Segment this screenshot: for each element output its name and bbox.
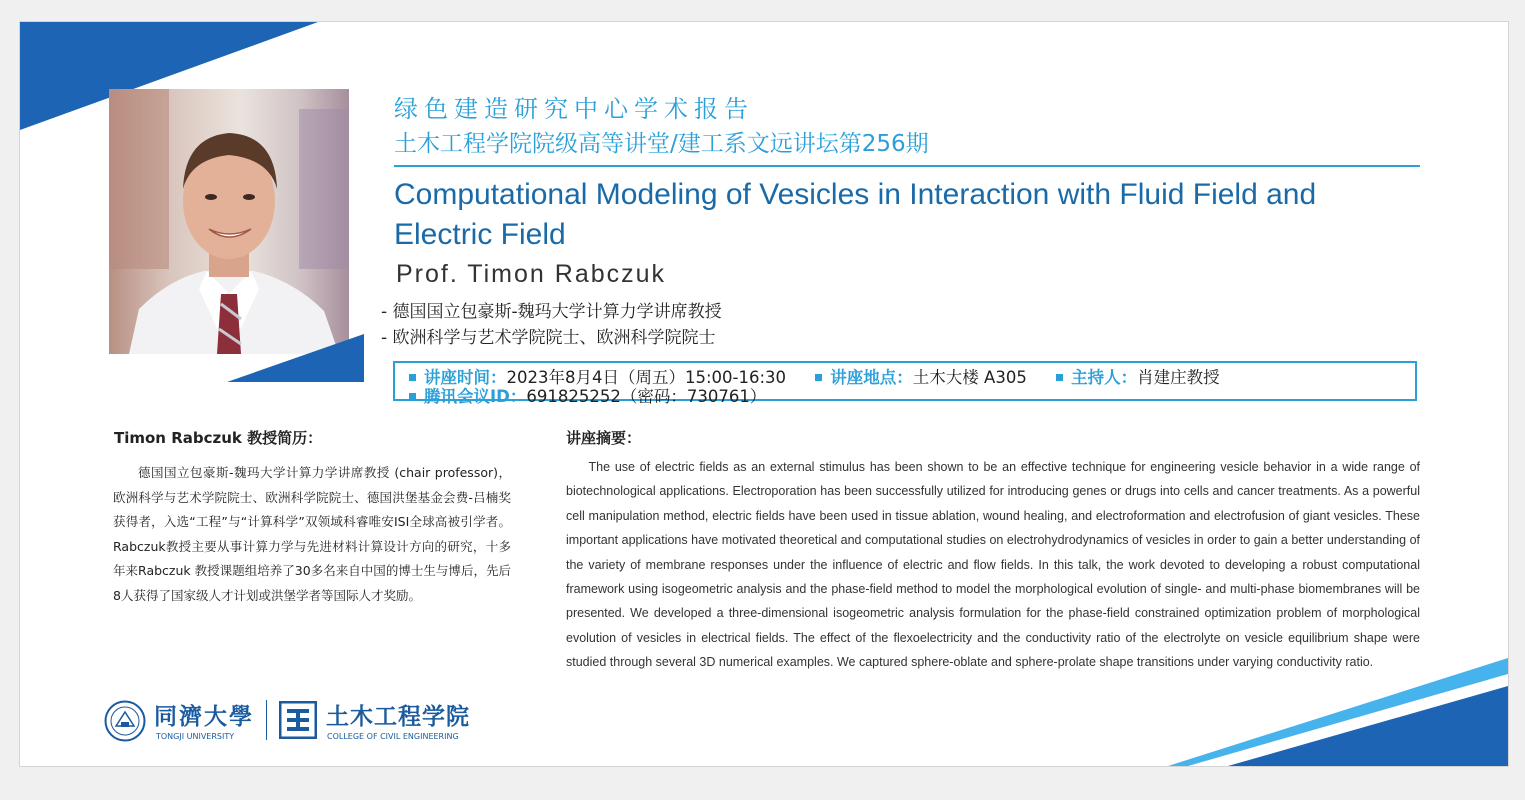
center-title: 绿色建造研究中心学术报告 bbox=[394, 95, 754, 123]
lecture-host-value: 肖建庄教授 bbox=[1137, 368, 1220, 387]
meeting-id-value: 691825252（密码：730761） bbox=[526, 387, 767, 406]
college-emblem-icon bbox=[279, 701, 317, 739]
bio-text: 德国国立包豪斯-魏玛大学计算力学讲席教授 (chair professor)，欧洲科学与艺术学院院士、欧洲科学院院士、德国洪堡基金会费-吕楠奖获得者，入选“工程”与“计算科学”双领域科睿唯安ISI全球高被引学者。Rabczuk教授主要从事计算力学与先进材料计算设计方向的研究，十多年来Rabczuk 教授课题组培养了30多名来自中国的博士生与博后，先后8人获得了国家级人才计划或洪堡学者等国际人才奖励。 bbox=[113, 465, 511, 603]
bullet-square-icon bbox=[409, 374, 416, 381]
college-logo-text: 土木工程学院 bbox=[326, 703, 470, 730]
tongji-logo-english: TONGJI UNIVERSITY bbox=[156, 732, 235, 741]
lecture-info-box bbox=[393, 361, 1417, 406]
bio-heading: Timon Rabczuk 教授简历： bbox=[114, 429, 323, 447]
lecture-place-label: 讲座地点： bbox=[830, 368, 913, 387]
abstract-text: The use of electric fields as an external stimulus has been shown to be an effective technique for engineering vesicle behavior in a wide range of biotechnological applications. Electroporation has been successfully utilized for introducing genes or drugs into cells and cancer treatments. As a powerful cell manipulation method, electric fields have been used in tissue ablation, wound healing, and electroformation and electrofusion of giant vesicles. These important applications have motivated theoretical and computational studies on electrohydrodynamics of vesicles in order to gain a better understanding of the variety of membrane responses under the influence of electric and flow fields. In this talk, the work devoted to developing a robust computational framework using isogeometric analysis and the phase-field method to model the morphological evolution of single- and multi-phase biomembranes will be presented. We developed a three-dimensional isogeometric analysis formulation for the phase-field constrained optimization problem of morphological evolution of vesicles in electrical fields. The effect of the flexoelectricity and the conductivity ratio of the electrolyte on vesicle equilibrium shape were studied through several 3D numerical examples. We captured sphere-oblate and sphere-prolate shape transitions under varying conductivity ratio. bbox=[566, 460, 1420, 670]
talk-title: Computational Modeling of Vesicles in Interaction with Fluid Field and Electric Field bbox=[394, 178, 1317, 251]
meeting-id-label: 腾讯会议ID： bbox=[424, 387, 527, 406]
lecture-host bbox=[1056, 364, 1220, 388]
speaker-photo bbox=[109, 89, 349, 354]
lecture-host-label: 主持人： bbox=[1071, 368, 1138, 387]
title-divider bbox=[394, 165, 1420, 167]
speaker-affiliation-1: - 德国国立包豪斯-魏玛大学计算力学讲席教授 bbox=[381, 302, 722, 322]
tongji-logo-text: 同濟大學 bbox=[154, 703, 254, 730]
bullet-square-icon bbox=[1056, 374, 1063, 381]
speaker-name: Prof. Timon Rabczuk bbox=[396, 260, 667, 288]
bullet-square-icon bbox=[815, 374, 822, 381]
institution-logos bbox=[104, 698, 474, 744]
poster bbox=[19, 21, 1509, 767]
tongji-seal-icon bbox=[104, 700, 146, 742]
speaker-affiliation-2: - 欧洲科学与艺术学院院士、欧洲科学院院士 bbox=[381, 328, 716, 348]
lecture-time-value: 2023年8月4日（周五）15:00-16:30 bbox=[506, 368, 787, 387]
college-logo-english: COLLEGE OF CIVIL ENGINEERING bbox=[327, 732, 459, 741]
lecture-place bbox=[815, 364, 1027, 388]
speaker-portrait-image bbox=[109, 89, 349, 354]
photo-accent-decoration bbox=[227, 334, 364, 382]
bullet-square-icon bbox=[409, 393, 416, 400]
meeting-id bbox=[409, 383, 766, 407]
series-title: 土木工程学院院级高等讲堂/建工系文远讲坛第256期 bbox=[394, 131, 929, 157]
info-row-2 bbox=[409, 383, 766, 407]
lecture-place-value: 土木大楼 A305 bbox=[912, 368, 1027, 387]
lecture-time-label: 讲座时间： bbox=[424, 368, 507, 387]
abstract-heading: 讲座摘要： bbox=[566, 429, 642, 447]
logo-divider bbox=[266, 700, 267, 740]
